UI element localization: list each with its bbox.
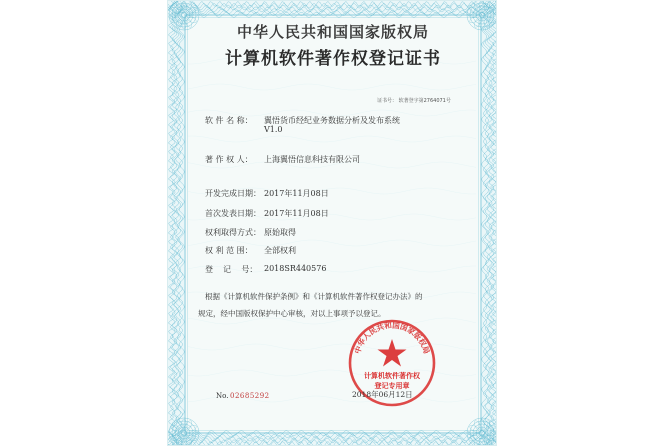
- registration-number-label: 登 记 号：: [205, 265, 258, 274]
- development-date-label: 开发完成日期：: [205, 189, 261, 198]
- publication-date-label: 首次发表日期：: [205, 209, 261, 218]
- seal-line-1: 计算机软件著作权: [364, 372, 420, 380]
- software-version-value: V1.0: [264, 125, 283, 134]
- acquisition-method-value: 原始取得: [264, 228, 296, 237]
- development-date-value: 2017年11月08日: [264, 189, 329, 198]
- issuer-title: 中华人民共和国国家版权局: [236, 23, 429, 41]
- serial-number: 02685292: [230, 392, 270, 400]
- rights-scope-value: 全部权利: [264, 246, 296, 255]
- software-name-value: 翼悟货币经纪业务数据分析及发布系统: [264, 116, 400, 125]
- star-icon: [378, 339, 407, 367]
- statement-line-2: 规定，经中国版权保护中心审核，对以上事项予以登记。: [198, 309, 386, 318]
- seal-line-2: 登记专用章: [374, 382, 410, 390]
- rights-scope-label: 权 利 范 围：: [205, 246, 253, 255]
- certificate-title: 计算机软件著作权登记证书: [225, 49, 441, 69]
- issue-date: 2018年06月12日: [352, 390, 413, 399]
- seal-arc-text: 中华人民共和国国家版权局: [352, 320, 432, 355]
- statement-line-1: 根据《计算机软件保护条例》和《计算机软件著作权登记办法》的: [205, 292, 423, 301]
- certificate-number: 证书号： 软著登字第2764071号: [377, 98, 451, 104]
- software-name-label: 软 件 名 称：: [205, 116, 253, 125]
- publication-date-value: 2017年11月08日: [264, 209, 329, 218]
- registration-number-value: 2018SR440576: [264, 264, 327, 273]
- acquisition-method-label: 权利取得方式：: [205, 228, 261, 237]
- certificate: [167, 0, 497, 446]
- copyright-owner-label: 著 作 权 人：: [205, 155, 253, 164]
- serial-label: No.: [216, 392, 229, 400]
- copyright-owner-value: 上海翼悟信息科技有限公司: [264, 155, 360, 164]
